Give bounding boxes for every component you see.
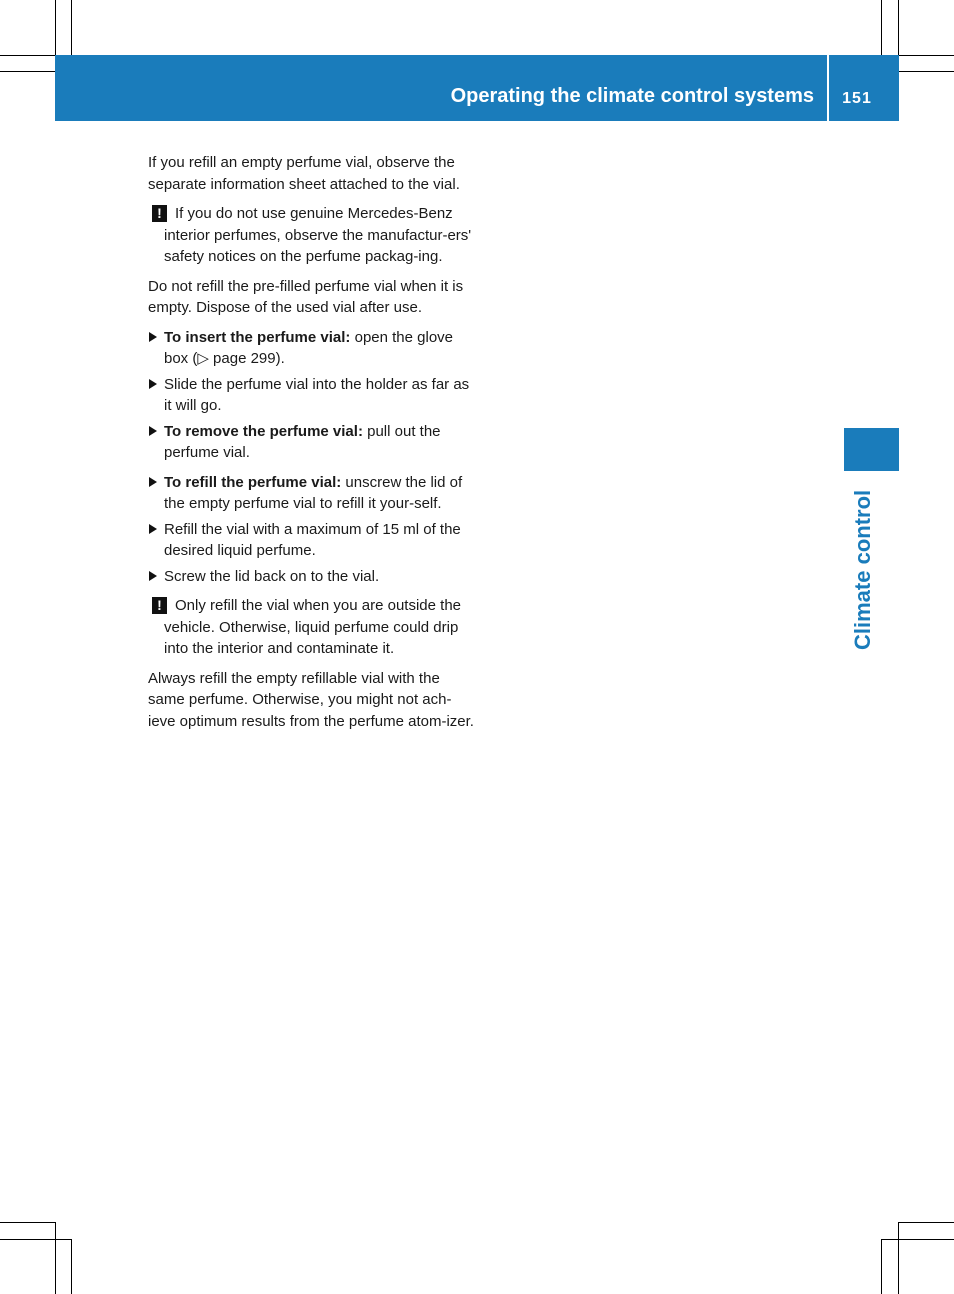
paragraph: Do not refill the pre-filled perfume vial when it is empty. Dispose of the used vial after use.: [148, 277, 464, 316]
paragraph: If you refill an empty perfume vial, observe the separate information sheet attached to the vial.: [148, 154, 460, 193]
header-divider: [827, 55, 829, 121]
crop-mark: [55, 1222, 56, 1294]
note-text: interior perfumes, observe the manufactur-ers' safety notices on the perfume packag-ing.: [164, 226, 472, 265]
triangle-bullet-icon: [149, 571, 157, 581]
main-content: [148, 152, 478, 740]
page-number: 151: [842, 90, 872, 107]
step-text: Screw the lid back on to the vial.: [164, 567, 380, 585]
step-text: pull out the perfume vial.: [164, 422, 441, 461]
section-label: Climate control: [850, 489, 875, 650]
triangle-bullet-icon: [149, 426, 157, 436]
page-title: Operating the climate control systems: [450, 85, 814, 107]
triangle-bullet-icon: [149, 524, 157, 534]
crop-mark: [55, 0, 56, 55]
step-item: [148, 519, 478, 562]
step-item: [148, 374, 478, 417]
crop-mark: [881, 1239, 954, 1240]
crop-mark: [899, 55, 954, 56]
step-item: [148, 472, 478, 515]
warning-note: [148, 595, 478, 660]
step-text: unscrew the lid of the empty perfume vial to refill it your-self.: [164, 473, 463, 512]
crop-mark: [0, 1222, 55, 1223]
exclamation-icon: !: [152, 205, 167, 222]
note-first-line: If you do not use genuine Mercedes-Benz: [175, 205, 453, 222]
crop-mark: [898, 0, 899, 55]
triangle-bullet-icon: [149, 379, 157, 389]
step-label: To refill the perfume vial:: [164, 473, 342, 491]
step-text: open the glove box (▷ page 299).: [164, 328, 454, 367]
warning-note: [148, 203, 478, 268]
paragraph: Always refill the empty refillable vial with the same perfume. Otherwise, you might not ach-ieve optimum results from the perfume atom-izer.: [148, 669, 474, 730]
crop-mark: [71, 1239, 72, 1294]
step-item: [148, 566, 478, 588]
triangle-bullet-icon: [149, 477, 157, 487]
note-first-line: Only refill the vial when you are outside: [175, 597, 436, 614]
crop-mark: [0, 71, 55, 72]
note-text: the vehicle. Otherwise, liquid perfume could drip into the interior and contaminate it.: [164, 597, 462, 657]
step-text: Slide the perfume vial into the holder as far as it will go.: [164, 375, 470, 414]
step-text: Refill the vial with a maximum of 15 ml of the desired liquid perfume.: [164, 520, 461, 559]
step-item: [148, 327, 478, 370]
exclamation-icon: !: [152, 597, 167, 614]
step-item: [148, 421, 478, 464]
crop-mark: [899, 71, 954, 72]
step-label: To insert the perfume vial:: [164, 328, 351, 346]
crop-mark: [71, 0, 72, 55]
crop-mark: [881, 1239, 882, 1294]
crop-mark: [899, 1222, 954, 1223]
crop-mark: [0, 55, 55, 56]
side-tab-marker: [844, 428, 899, 471]
crop-mark: [898, 1222, 899, 1294]
crop-mark: [881, 0, 882, 55]
triangle-bullet-icon: [149, 332, 157, 342]
step-label: To remove the perfume vial:: [164, 422, 363, 440]
crop-mark: [0, 1239, 71, 1240]
